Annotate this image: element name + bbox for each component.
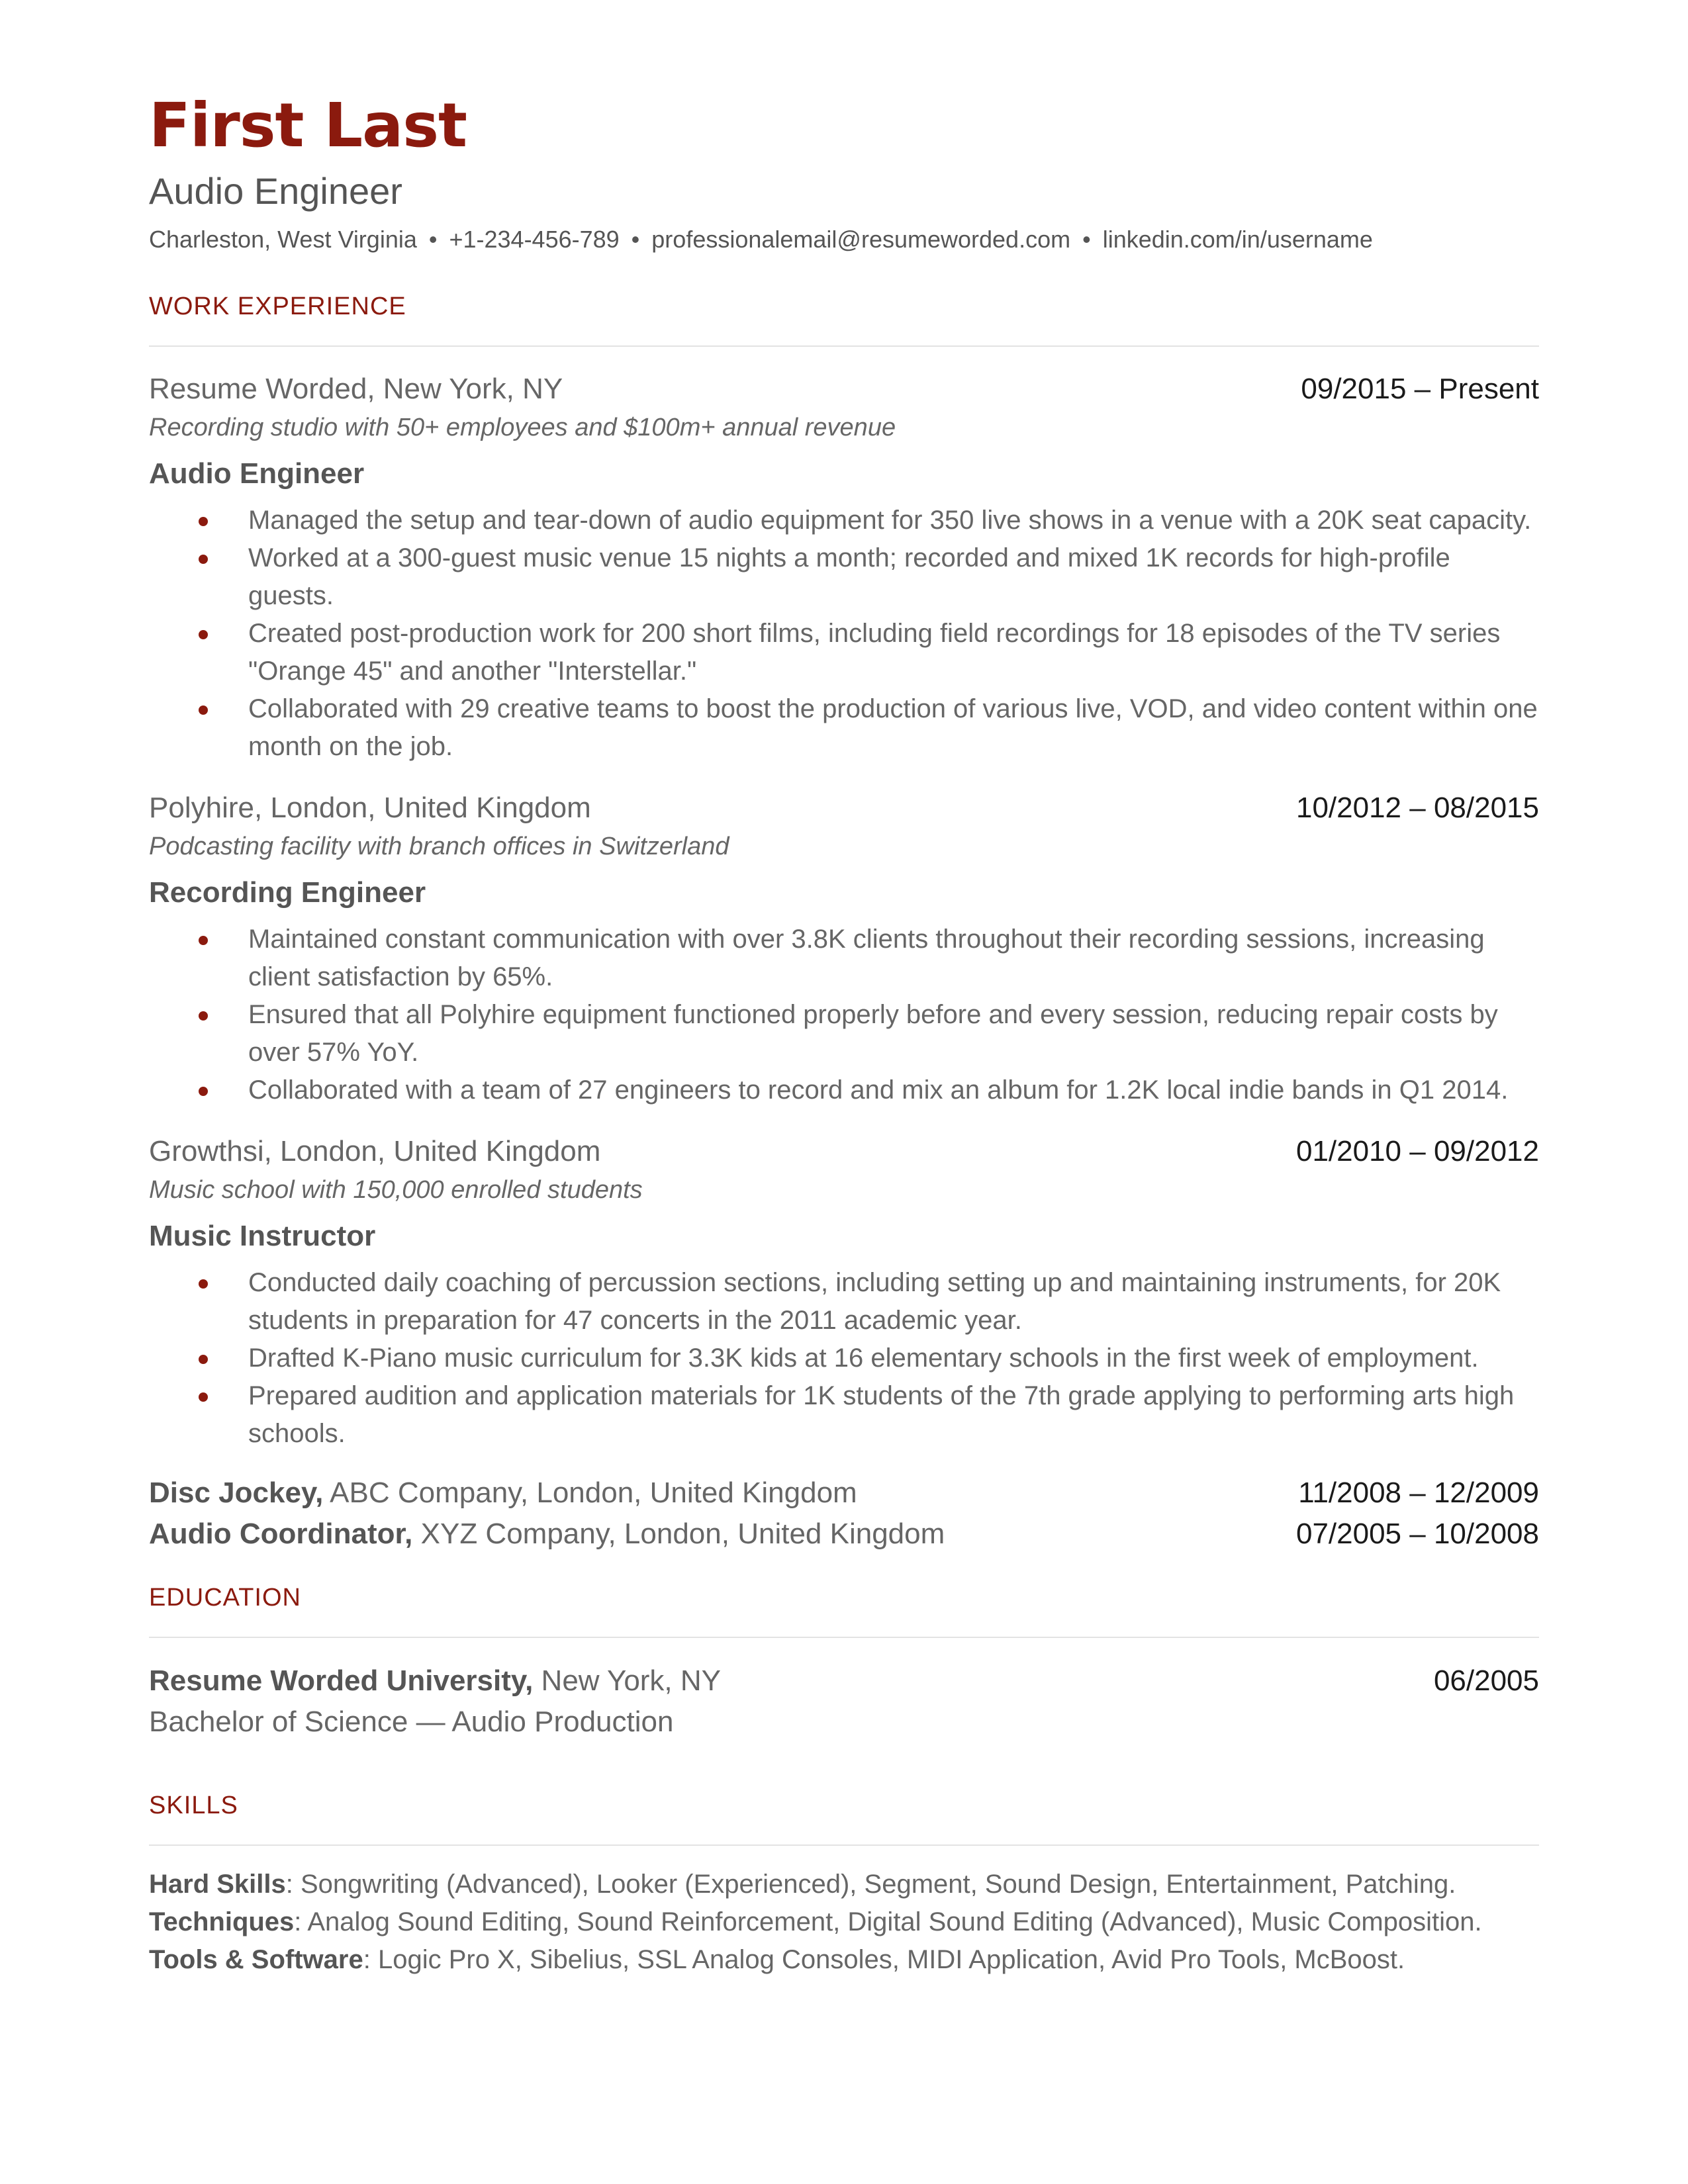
other-role-title: Audio Coordinator, [149, 1518, 413, 1550]
job-role: Audio Engineer [149, 457, 365, 490]
job-bullets [149, 921, 1539, 1109]
other-role-company: ABC Company, London, United Kingdom [323, 1477, 857, 1509]
job-entry [149, 788, 1539, 1109]
job-dates: 10/2012 – 08/2015 [1295, 792, 1539, 824]
job-bullet [149, 1377, 1539, 1453]
skill-items: : Songwriting (Advanced), Looker (Experienced), Segment, Sound Design, Entertainment, Patching. [285, 1870, 1456, 1899]
education-school: Resume Worded University, [149, 1664, 534, 1697]
job-company-description: Recording studio with 50+ employees and $100m+ annual revenue [149, 414, 896, 441]
skills-list [149, 1866, 1539, 1979]
contact-separator: • [631, 226, 640, 253]
education-location: New York, NY [533, 1664, 722, 1697]
skill-line-techniques [149, 1903, 1539, 1941]
bullet-dot-icon [199, 1279, 208, 1289]
candidate-title: Audio Engineer [149, 170, 402, 212]
job-header [149, 1132, 1539, 1171]
job-role: Music Instructor [149, 1220, 376, 1252]
job-bullet-text: Maintained constant communication with over 3.8K clients throughout their recording sessions, increasing client satisfaction by 65%. [248, 925, 1485, 991]
contact-email[interactable]: professionalemail@resumeworded.com [651, 226, 1071, 253]
job-header [149, 369, 1539, 409]
skill-label: Hard Skills [149, 1870, 286, 1899]
bullet-dot-icon [199, 705, 208, 715]
job-bullet [149, 1264, 1539, 1340]
job-bullet [149, 1071, 1539, 1109]
bullet-dot-icon [199, 630, 208, 639]
job-bullets [149, 502, 1539, 766]
job-bullet [149, 539, 1539, 615]
job-bullet-text: Ensured that all Polyhire equipment functioned properly before and every session, reducing repair costs by over 57% YoY. [248, 1000, 1498, 1067]
job-bullets [149, 1264, 1539, 1453]
other-role-dates: 11/2008 – 12/2009 [1298, 1477, 1539, 1509]
job-header [149, 788, 1539, 828]
contact-line [149, 224, 1539, 255]
job-dates: 09/2015 – Present [1301, 373, 1539, 405]
education-degree: Bachelor of Science — Audio Production [149, 1706, 674, 1738]
job-bullet [149, 502, 1539, 539]
resume-content [149, 86, 1539, 1979]
bullet-dot-icon [199, 1355, 208, 1364]
other-role-row [149, 1514, 1539, 1555]
contact-phone: +1-234-456-789 [449, 226, 620, 253]
job-bullet-text: Collaborated with a team of 27 engineers to record and mix an album for 1.2K local indie bands in Q1 2014. [248, 1075, 1509, 1105]
skill-line-tools [149, 1941, 1539, 1979]
job-company-description: Music school with 150,000 enrolled students [149, 1176, 643, 1204]
bullet-dot-icon [199, 555, 208, 564]
bullet-dot-icon [199, 517, 208, 526]
education-date: 06/2005 [1433, 1664, 1539, 1697]
bullet-dot-icon [199, 1392, 208, 1402]
job-dates: 01/2010 – 09/2012 [1295, 1135, 1539, 1167]
skill-line-hard-skills [149, 1866, 1539, 1903]
section-divider [149, 345, 1539, 347]
job-bullet-text: Prepared audition and application materials for 1K students of the 7th grade applying to performing arts high schools. [248, 1381, 1515, 1448]
job-company: Polyhire, London, United Kingdom [149, 792, 591, 824]
job-bullet-text: Collaborated with 29 creative teams to boost the production of various live, VOD, and video content within one month on the job. [248, 694, 1538, 761]
job-bullet [149, 615, 1539, 690]
bullet-dot-icon [199, 936, 208, 945]
other-role-title: Disc Jockey, [149, 1477, 324, 1509]
section-title-education: EDUCATION [149, 1584, 301, 1612]
other-role-row [149, 1473, 1539, 1514]
job-company: Growthsi, London, United Kingdom [149, 1135, 601, 1167]
section-title-work: WORK EXPERIENCE [149, 293, 406, 320]
skill-label: Tools & Software [149, 1945, 363, 1974]
job-company: Resume Worded, New York, NY [149, 373, 563, 405]
skill-items: : Analog Sound Editing, Sound Reinforcement, Digital Sound Editing (Advanced), Music Composition. [294, 1907, 1482, 1936]
education-row [149, 1661, 1539, 1702]
skill-items: : Logic Pro X, Sibelius, SSL Analog Consoles, MIDI Application, Avid Pro Tools, McBoost. [363, 1945, 1405, 1974]
section-divider [149, 1637, 1539, 1638]
bullet-dot-icon [199, 1087, 208, 1096]
job-bullet [149, 1340, 1539, 1377]
work-experience-list [149, 369, 1539, 1453]
contact-separator: • [1082, 226, 1091, 253]
job-bullet-text: Created post-production work for 200 short films, including field recordings for 18 episodes of the TV series "Orange 45" and another "Interstellar." [248, 619, 1501, 686]
section-divider [149, 1844, 1539, 1846]
job-role: Recording Engineer [149, 876, 426, 909]
job-bullet [149, 996, 1539, 1071]
job-entry [149, 369, 1539, 766]
job-bullet [149, 690, 1539, 766]
job-bullet-text: Managed the setup and tear-down of audio equipment for 350 live shows in a venue with a 20K seat capacity. [248, 506, 1532, 535]
job-bullet-text: Worked at a 300-guest music venue 15 nights a month; recorded and mixed 1K records for high-profile guests. [248, 543, 1450, 610]
contact-separator: • [428, 226, 438, 253]
contact-location: Charleston, West Virginia [149, 226, 417, 253]
contact-linkedin[interactable]: linkedin.com/in/username [1102, 226, 1373, 253]
job-bullet [149, 921, 1539, 996]
job-bullet-text: Conducted daily coaching of percussion sections, including setting up and maintaining instruments, for 20K students in preparation for 47 concerts in the 2011 academic year. [248, 1268, 1501, 1335]
skill-label: Techniques [149, 1907, 295, 1936]
other-role-company: XYZ Company, London, United Kingdom [412, 1518, 945, 1550]
bullet-dot-icon [199, 1011, 208, 1021]
other-roles [149, 1473, 1539, 1555]
job-company-description: Podcasting facility with branch offices in Switzerland [149, 833, 729, 860]
job-bullet-text: Drafted K-Piano music curriculum for 3.3K kids at 16 elementary schools in the first week of employment. [248, 1343, 1479, 1373]
job-entry [149, 1132, 1539, 1453]
candidate-name: First Last [149, 90, 467, 161]
other-role-dates: 07/2005 – 10/2008 [1295, 1518, 1539, 1550]
section-title-skills: SKILLS [149, 1792, 238, 1819]
